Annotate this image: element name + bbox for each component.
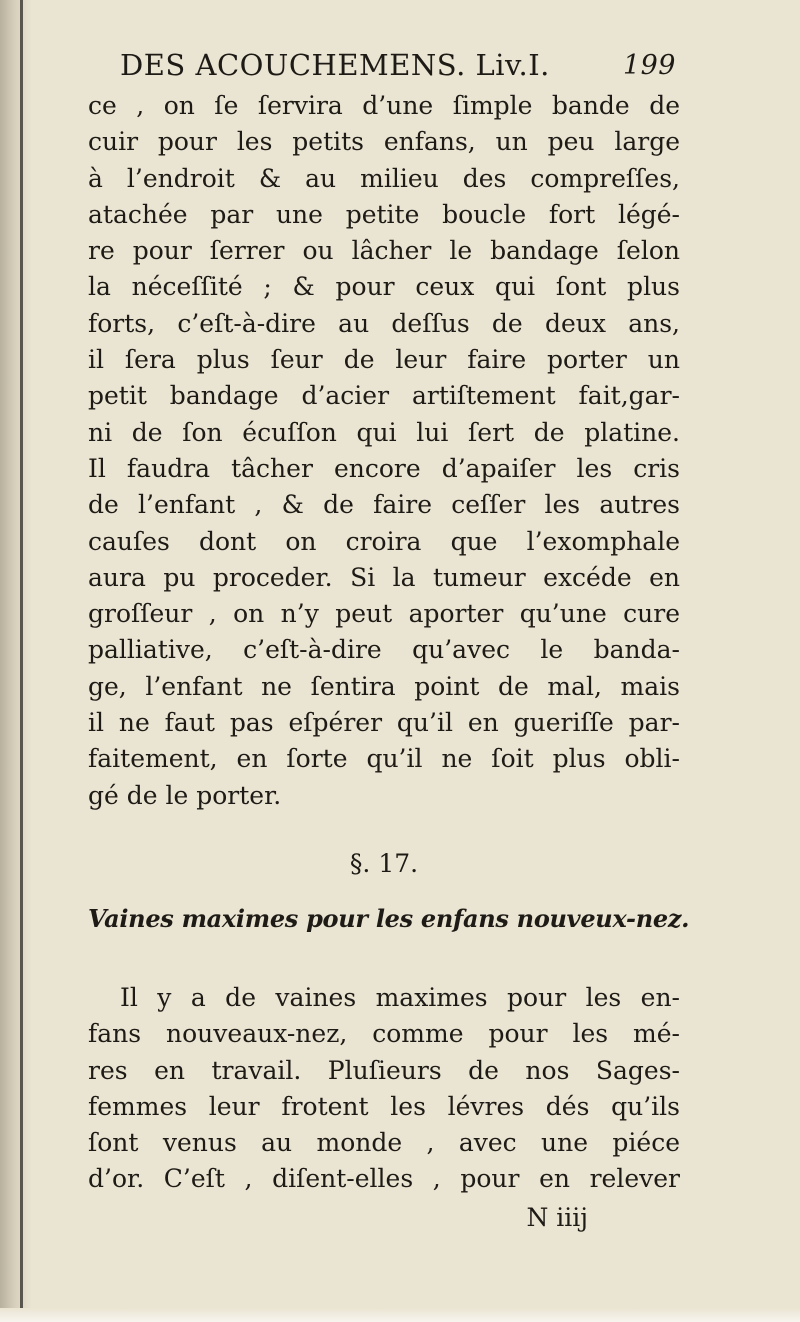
text-line: la néceſſité ; & pour ceux qui ſont plus xyxy=(88,272,680,302)
paragraph-1 xyxy=(88,88,680,814)
text-line: aura pu proceder. Si la tumeur excéde en xyxy=(88,562,680,592)
text-line: de l’enfant , & de faire ceſſer les autres xyxy=(88,490,680,520)
text-line: faitement, en ſorte qu’il ne ſoit plus obli- xyxy=(88,744,680,774)
text-line: res en travail. Pluſieurs de nos Sages- xyxy=(88,1055,680,1085)
text-line: cuir pour les petits enfans, un peu large xyxy=(88,127,680,157)
text-line: il ſera plus ſeur de leur faire porter un xyxy=(88,345,680,375)
text-line: Il faudra tâcher encore d’apaiſer les cris xyxy=(88,453,680,483)
text-line: d’or. C’eſt , diſent-elles , pour en relever xyxy=(88,1164,680,1194)
text-block xyxy=(88,48,690,1238)
paragraph-2 xyxy=(88,980,680,1198)
text-line: groſſeur , on n’y peut aporter qu’une cure xyxy=(88,599,680,629)
text-line: cauſes dont on croira que l’exomphale xyxy=(88,526,680,556)
running-head-title: DES ACOUCHEMENS. Liv.I. xyxy=(120,48,550,82)
text-line: fans nouveaux-nez, comme pour les mé- xyxy=(88,1019,680,1049)
text-line: atachée par une petite boucle fort légé- xyxy=(88,199,680,229)
page-number: 199 xyxy=(622,50,676,81)
text-line: forts, c’eſt-à-dire au deſſus de deux ans, xyxy=(88,308,680,338)
text-line: il ne faut pas eſpérer qu’il en gueriſſe par- xyxy=(88,708,680,738)
binding-shadow xyxy=(0,0,32,1322)
text-line: à l’endroit & au milieu des compreſſes, xyxy=(88,163,680,193)
text-line: femmes leur frotent les lévres dés qu’ils xyxy=(88,1091,680,1121)
text-line: ſont venus au monde , avec une piéce xyxy=(88,1128,680,1158)
page-bottom-edge xyxy=(0,1308,800,1322)
section-number: §. 17. xyxy=(349,848,419,878)
text-line: ce , on ſe ſervira d’une ſimple bande de xyxy=(88,91,680,120)
text-line: gé de le porter. xyxy=(88,780,282,810)
binding-edge xyxy=(20,0,23,1310)
text-line: ni de ſon écuſſon qui lui ſert de platine. xyxy=(88,417,680,447)
text-line: petit bandage d’acier artiſtement fait,gar- xyxy=(88,381,680,411)
text-line: re pour ſerrer ou lâcher le bandage ſelon xyxy=(88,236,680,266)
text-line: Il y a de vaines maximes pour les en- xyxy=(120,982,680,1012)
section-heading: Vaines maximes pour les enfans nouveux-nez. xyxy=(88,903,690,933)
text-line: ge, l’enfant ne ſentira point de mal, mais xyxy=(88,671,680,701)
text-line: palliative, c’eſt-à-dire qu’avec le banda- xyxy=(88,635,680,665)
running-head xyxy=(88,48,680,88)
signature-mark: N iiij xyxy=(526,1202,588,1232)
